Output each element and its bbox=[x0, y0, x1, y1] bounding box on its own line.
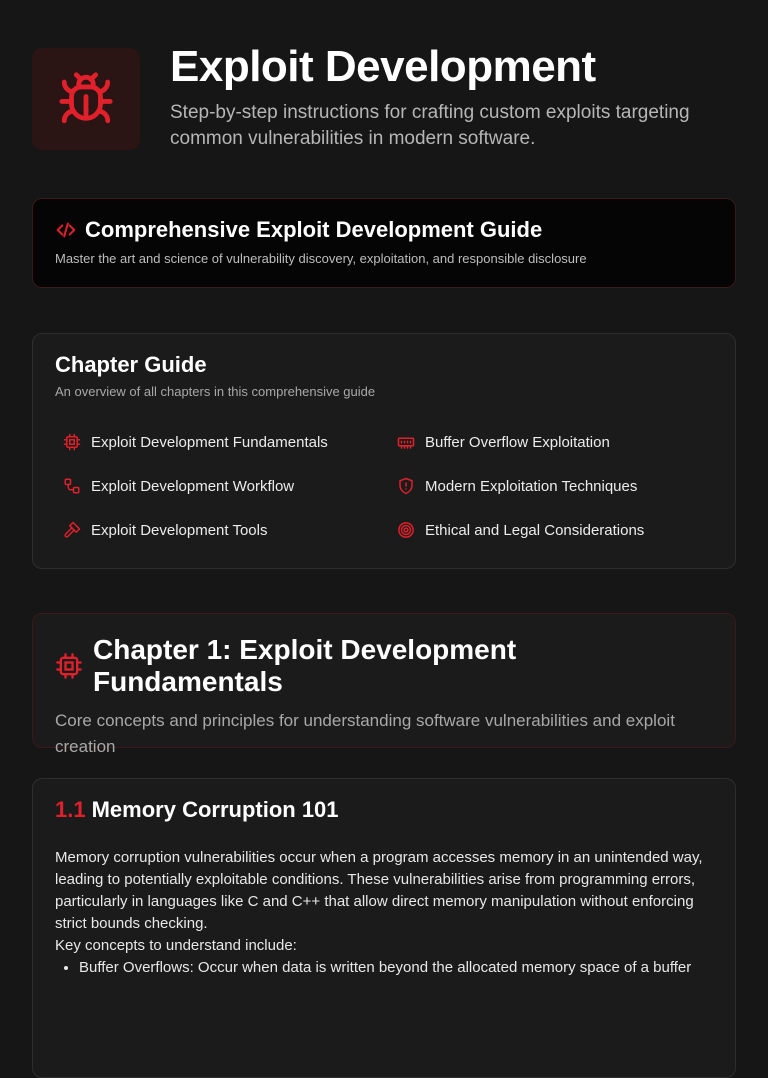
chapter-link-tools[interactable] bbox=[63, 518, 267, 542]
chapter-link-label: Ethical and Legal Considerations bbox=[425, 521, 645, 539]
section-1-1-card bbox=[32, 778, 736, 1078]
intro-subtitle: Master the art and science of vulnerability discovery, exploitation, and responsible disclosure bbox=[55, 251, 587, 266]
target-icon bbox=[397, 521, 415, 539]
chapter-link-buffer-overflow[interactable] bbox=[397, 430, 610, 454]
page-title: Exploit Development bbox=[170, 42, 596, 91]
cpu-icon bbox=[63, 433, 81, 451]
chapter-link-ethics[interactable] bbox=[397, 518, 644, 542]
intro-heading bbox=[55, 217, 713, 243]
chapter-guide-title: Chapter Guide bbox=[55, 352, 207, 377]
intro-title: Comprehensive Exploit Development Guide bbox=[85, 217, 543, 242]
section-heading bbox=[55, 797, 713, 823]
section-number: 1.1 bbox=[55, 797, 86, 822]
chapter-link-fundamentals[interactable] bbox=[63, 430, 328, 454]
code-icon bbox=[55, 219, 77, 241]
chapter-1-subtitle: Core concepts and principles for understanding software vulnerabilities and exploit creation bbox=[55, 711, 675, 756]
cpu-icon bbox=[55, 652, 83, 680]
hammer-icon bbox=[63, 521, 81, 539]
chapter-link-label: Modern Exploitation Techniques bbox=[425, 477, 638, 495]
chapter-1-title: Chapter 1: Exploit Development Fundamentals bbox=[93, 634, 517, 697]
memory-icon bbox=[397, 433, 415, 451]
chapter-guide-subtitle: An overview of all chapters in this comprehensive guide bbox=[55, 384, 376, 399]
chapter-link-label: Exploit Development Workflow bbox=[91, 477, 295, 495]
key-concepts-label: Key concepts to understand include: bbox=[55, 937, 297, 954]
logo-tile bbox=[32, 48, 140, 150]
chapter-1-card bbox=[32, 613, 736, 756]
section-title: Memory Corruption 101 bbox=[91, 797, 339, 822]
chapter-guide-card bbox=[32, 333, 736, 569]
page-subtitle: Step-by-step instructions for crafting custom exploits targeting common vulnerabilities in modern software. bbox=[170, 102, 690, 149]
section-paragraph: Memory corruption vulnerabilities occur when a program accesses memory in an unintended way, leading to potentially exploitable conditions. These vulnerabilities arise from programming errors, particularly in languages like C and C++ that allow direct memory manipulation without enforcing strict bounds checking. bbox=[55, 849, 703, 932]
shield-icon bbox=[397, 477, 415, 495]
chapter-link-modern-techniques[interactable] bbox=[397, 474, 637, 498]
page-header bbox=[32, 42, 736, 158]
chapter-link-label: Exploit Development Tools bbox=[91, 521, 268, 539]
chapter-link-workflow[interactable] bbox=[63, 474, 294, 498]
chapter-link-label: Exploit Development Fundamentals bbox=[91, 433, 328, 451]
chapter-1-heading bbox=[55, 634, 713, 698]
workflow-icon bbox=[63, 477, 81, 495]
intro-card bbox=[32, 198, 736, 288]
section-body bbox=[55, 847, 715, 979]
list-item: • Buffer Overflows: Occur when data is written beyond the allocated memory space of a buffer bbox=[79, 957, 715, 979]
chapter-link-label: Buffer Overflow Exploitation bbox=[425, 433, 610, 451]
key-concepts-list bbox=[55, 957, 715, 979]
bug-icon bbox=[57, 70, 115, 128]
